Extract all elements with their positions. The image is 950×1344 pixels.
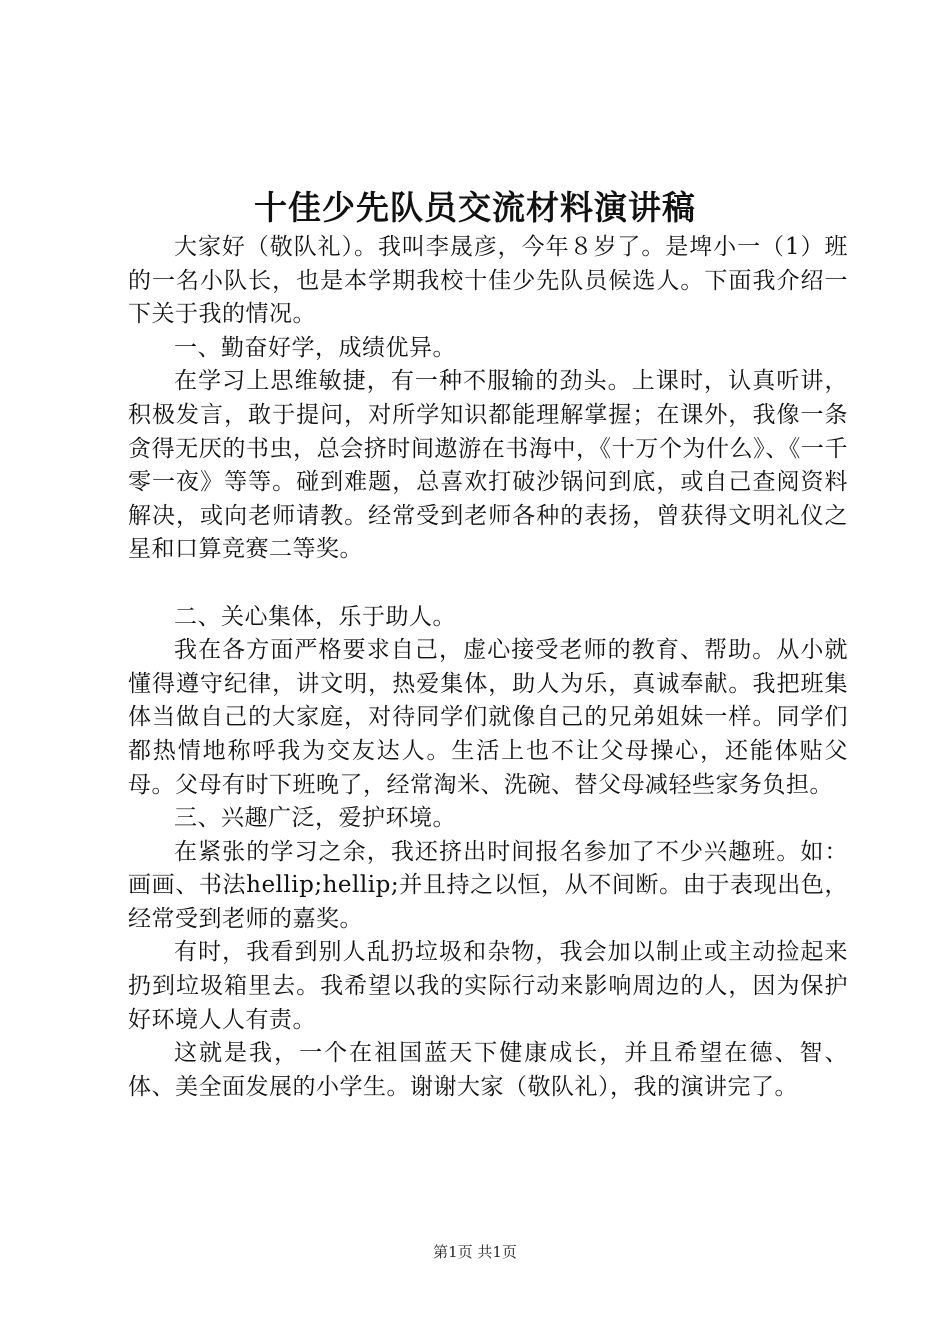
page-footer: 第1页 共1页 xyxy=(433,1243,517,1261)
paragraph-closing: 这就是我，一个在祖国蓝天下健康成长，并且希望在德、智、体、美全面发展的小学生。谢谢大家（敬队礼），我的演讲完了。 xyxy=(128,1040,848,1100)
document-title: 十佳少先队员交流材料演讲稿 xyxy=(254,188,696,227)
section-heading-1: 一、勤奋好学，成绩优异。 xyxy=(174,334,456,361)
section-heading-3: 三、兴趣广泛，爱护环境。 xyxy=(174,805,456,832)
paragraph-environment: 有时，我看到别人乱扔垃圾和杂物，我会加以制止或主动捡起来扔到垃圾箱里去。我希望以我的实际行动来影响周边的人，因为保护好环境人人有责。 xyxy=(128,939,848,1033)
paragraph-intro: 大家好（敬队礼）。我叫李晟彦，今年８岁了。是埤小一（1）班的一名小队长，也是本学期我校十佳少先队员候选人。下面我介绍一下关于我的情况。 xyxy=(128,234,848,328)
paragraph-study: 在学习上思维敏捷，有一种不服输的劲头。上课时，认真听讲，积极发言，敢于提问，对所学知识都能理解掌握；在课外，我像一条贪得无厌的书虫，总会挤时间遨游在书海中，《十万个为什么》、《一千零一夜》等等。碰到难题，总喜欢打破沙锅问到底，或自己查阅资料解决，或向老师请教。经常受到老师各种的表扬，曾获得文明礼仪之星和口算竞赛二等奖。 xyxy=(128,368,848,563)
section-heading-2: 二、关心集体，乐于助人。 xyxy=(174,603,456,630)
paragraph-interests: 在紧张的学习之余，我还挤出时间报名参加了不少兴趣班。如：画画、书法hellip;hellip;并且持之以恒，从不间断。由于表现出色，经常受到老师的嘉奖。 xyxy=(128,838,848,932)
paragraph-collective: 我在各方面严格要求自己，虚心接受老师的教育、帮助。从小就懂得遵守纪律，讲文明，热爱集体，助人为乐，真诚奉献。我把班集体当做自己的大家庭，对待同学们就像自己的兄弟姐妹一样。同学们都热情地称呼我为交友达人。生活上也不让父母操心，还能体贴父母。父母有时下班晚了，经常淘米、洗碗、替父母减轻些家务负担。 xyxy=(128,637,848,798)
document-body xyxy=(128,231,848,1104)
